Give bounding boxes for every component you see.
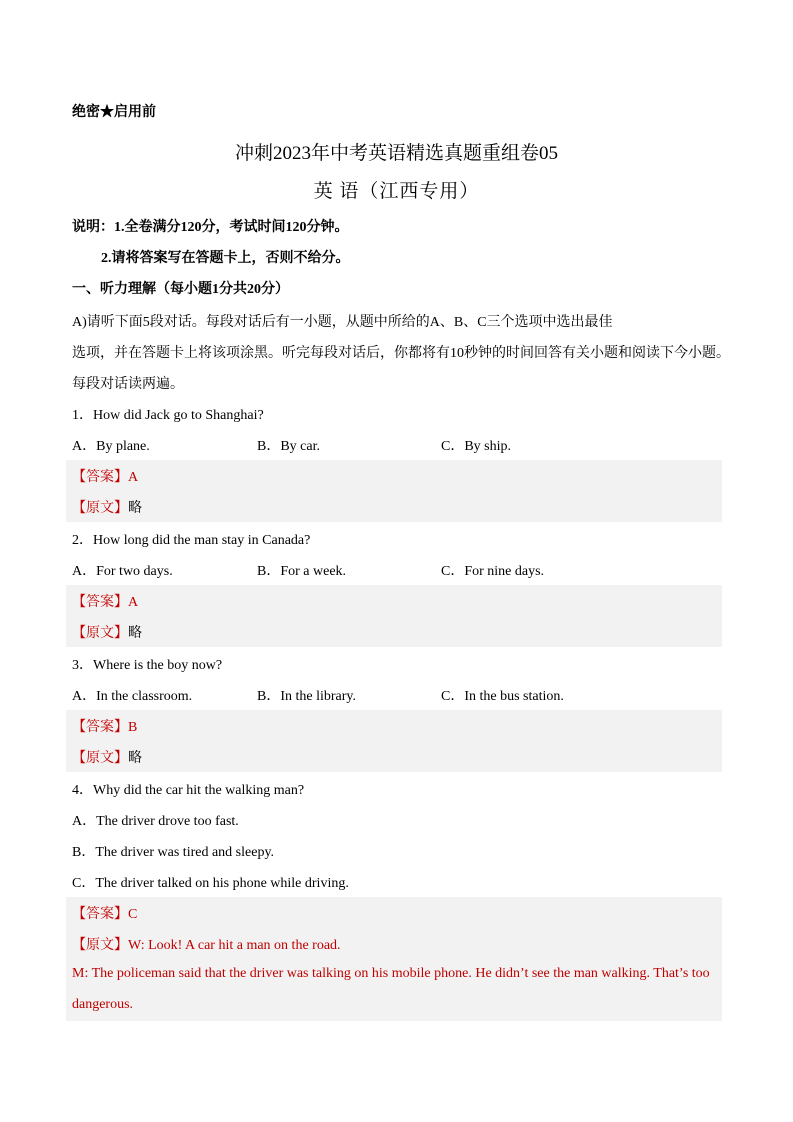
answer-label: 【答案】 [72,720,128,735]
question-4-stem: 4．Why did the car hit the walking man? [72,783,305,798]
original-label: 【原文】 [72,938,128,953]
question-2-answer [72,591,138,611]
page-subtitle: 英 语（江西专用） [313,181,480,202]
original-value: 略 [128,626,142,641]
question-2-option-c: C．For nine days. [441,564,545,579]
original-value: 略 [128,501,142,516]
original-label: 【原文】 [72,626,128,641]
answer-label: 【答案】 [72,595,128,610]
section-intro-line-2: 选项，并在答题卡上将该项涂黑。听完每段对话后，你都将有10秒钟的时间回答有关小题和阅读下今小题。 [72,346,730,361]
question-4-original-line-3: dangerous. [72,997,134,1012]
question-4-original-line-2: M: The policeman said that the driver was talking on his mobile phone. He didn’t see the man walking. That’s too [72,966,710,981]
question-3-option-a: A．In the classroom. [72,689,193,704]
question-3-stem: 3．Where is the boy now? [72,658,223,673]
question-1-stem: 1．How did Jack go to Shanghai? [72,408,264,423]
instruction-note-2: 2.请将答案写在答题卡上，否则不给分。 [101,251,350,266]
answer-box-2 [66,585,722,647]
question-3-option-b: B．In the library. [257,689,357,704]
question-3-answer [72,716,137,736]
original-value: W: Look! A car hit a man on the road. [128,938,341,953]
original-value: 略 [128,751,142,766]
question-1-answer [72,466,138,486]
section-intro-line-3: 每段对话读两遍。 [72,377,184,392]
answer-value: B [128,720,138,735]
question-4-option-b: B．The driver was tired and sleepy. [72,845,275,860]
answer-value: A [128,595,139,610]
answer-label: 【答案】 [72,470,128,485]
answer-box-3 [66,710,722,772]
question-2-option-a: A．For two days. [72,564,173,579]
question-2-original [72,622,142,642]
answer-box-4 [66,897,722,1021]
original-label: 【原文】 [72,751,128,766]
question-2-option-b: B．For a week. [257,564,347,579]
answer-box-1 [66,460,722,522]
answer-value: A [128,470,139,485]
question-4-answer [72,903,137,923]
section-title: 一、听力理解（每小题1分共20分） [72,282,289,297]
question-3-original [72,747,142,767]
question-1-option-c: C．By ship. [441,439,512,454]
question-4-option-c: C．The driver talked on his phone while driving. [72,876,349,891]
instruction-note-1: 说明：1.全卷满分120分，考试时间120分钟。 [72,220,349,235]
question-1-option-a: A．By plane. [72,439,150,454]
confidential-label: 绝密★启用前 [72,105,156,120]
question-4-option-a: A．The driver drove too fast. [72,814,239,829]
section-intro-line-1: A)请听下面5段对话。每段对话后有一小题，从题中所给的A、B、C三个选项中选出最佳 [72,315,613,330]
original-label: 【原文】 [72,501,128,516]
question-3-option-c: C．In the bus station. [441,689,564,704]
answer-label: 【答案】 [72,907,128,922]
page-title: 冲刺2023年中考英语精选真题重组卷05 [234,143,558,164]
question-4-original [72,934,341,954]
question-1-option-b: B．By car. [257,439,320,454]
question-2-stem: 2．How long did the man stay in Canada? [72,533,311,548]
answer-value: C [128,907,138,922]
question-1-original [72,497,142,517]
